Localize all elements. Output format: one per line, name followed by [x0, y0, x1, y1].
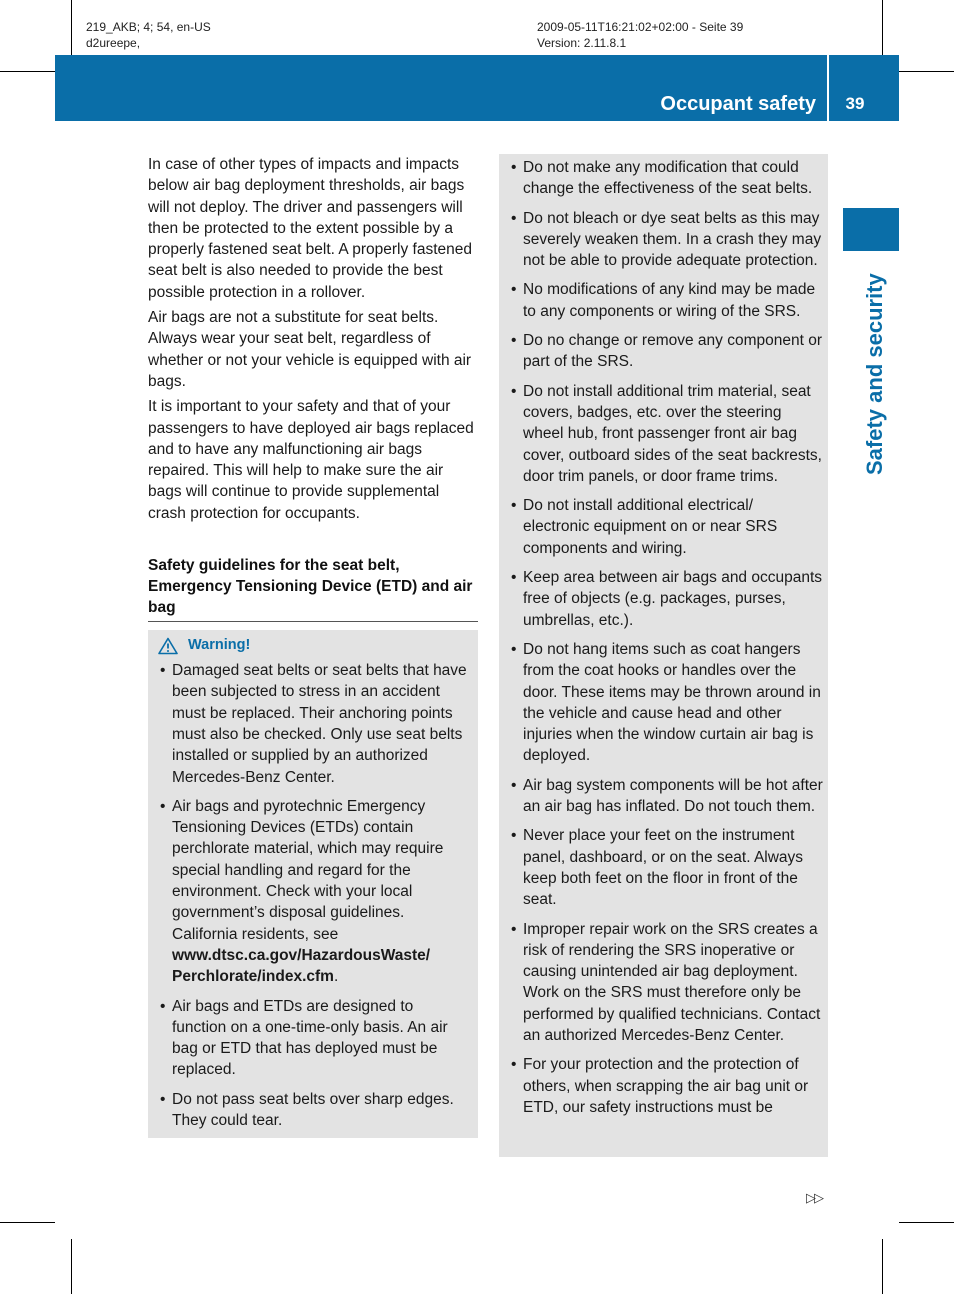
warning-label: Warning!: [188, 637, 251, 654]
list-item: • Air bag system components will be hot after an air bag has inflated. Do not touch them.: [509, 775, 823, 818]
side-section-title: Safety and security: [862, 273, 887, 475]
list-item: • Do not install additional trim material, seat covers, badges, etc. over the steering wheel hub, front passenger front air bag cover, outboard sides of the seat backrests, door trim panels, or door frame trims.: [509, 381, 823, 487]
page-title: Occupant safety: [660, 93, 816, 115]
warning-item: [158, 796, 470, 988]
warning-box: [148, 630, 478, 1138]
crop-mark: [899, 71, 954, 72]
list-item: • For your protection and the protection of others, when scrapping the air bag unit or ETD, our safety instructions must be: [509, 1054, 823, 1118]
warning-item: • Damaged seat belts or seat belts that have been subjected to stress in an accident must be replaced. Their anchoring points must also be checked. Only use seat belts installed or supplied by an authorized Mercedes-Benz Center.: [158, 660, 470, 788]
print-meta-right-line2: Version: 2.11.8.1: [537, 36, 627, 50]
section-heading: Safety guidelines for the seat belt, Emergency Tensioning Device (ETD) and air bag: [148, 555, 478, 622]
crop-mark: [882, 1239, 883, 1294]
warning-item-text: Air bags and pyrotechnic Emergency Tensioning Devices (ETDs) contain perchlorate material, which may require special handling and regard for the environment. Check with your local government’s disposal guidelines. California residents, see: [172, 797, 444, 943]
print-meta-right-line1: 2009-05-11T16:21:02+02:00 - Seite 39: [537, 20, 744, 34]
crop-mark: [71, 1239, 72, 1294]
print-meta-left-line2: d2ureepe,: [86, 36, 141, 50]
page-number: 39: [845, 94, 865, 113]
print-meta-left-line1: 219_AKB; 4; 54, en-US: [86, 20, 211, 34]
left-column: [148, 154, 478, 1138]
link-suffix: .: [333, 968, 339, 986]
right-warning-box: [499, 154, 828, 1157]
crop-mark: [71, 0, 72, 55]
list-item: • Never place your feet on the instrument panel, dashboard, or on the seat. Always keep both feet on the floor in front of the seat.: [509, 825, 823, 910]
right-list: [509, 157, 823, 1118]
warning-item: • Do not pass seat belts over sharp edges. They could tear.: [158, 1089, 470, 1132]
list-item: • Do not hang items such as coat hangers from the coat hooks or handles over the door. These items may be thrown around in the vehicle and cause head and other injuries when the window curtain air bag is deployed.: [509, 639, 823, 767]
side-tab: [843, 208, 899, 251]
crop-mark: [882, 0, 883, 55]
warning-triangle-icon: [158, 637, 178, 655]
crop-mark: [899, 1222, 954, 1223]
warning-list: [158, 660, 470, 1131]
list-item: • No modifications of any kind may be made to any components or wiring of the SRS.: [509, 279, 823, 322]
list-item: • Do not make any modification that could change the effectiveness of the seat belts.: [509, 157, 823, 200]
warning-item: • Air bags and ETDs are designed to function on a one-time-only basis. An air bag or ETD that has deployed must be replaced.: [158, 996, 470, 1081]
list-item: • Keep area between air bags and occupants free of objects (e.g. packages, purses, umbrellas, etc.).: [509, 567, 823, 631]
list-item: • Do not install additional electrical/ electronic equipment on or near SRS components and wiring.: [509, 495, 823, 559]
warning-header: [158, 635, 470, 656]
paragraph: It is important to your safety and that of your passengers to have deployed air bags replaced and to have any malfunctioning air bags repaired. This will help to make sure the air bags will continue to provide supplemental crash protection for occupants.: [148, 398, 474, 522]
disposal-link[interactable]: www.dtsc.ca.gov/HazardousWaste/ Perchlorate/index.cfm: [172, 946, 431, 986]
print-meta-left: [86, 19, 211, 51]
continue-arrow-icon: ▷▷: [806, 1190, 822, 1205]
list-item: • Do not bleach or dye seat belts as this may severely weaken them. In a crash they may not be able to provide adequate protection.: [509, 208, 823, 272]
print-meta-right: [537, 19, 743, 51]
crop-mark: [0, 1222, 55, 1223]
list-item: • Improper repair work on the SRS creates a risk of rendering the SRS inoperative or causing unintended air bag deployment. Work on the SRS must therefore only be performed by qualified technicians. Contact an authorized Mercedes-Benz Center.: [509, 919, 823, 1047]
crop-mark: [0, 71, 55, 72]
list-item: • Do no change or remove any component or part of the SRS.: [509, 330, 823, 373]
paragraph: Air bags are not a substitute for seat belts. Always wear your seat belt, regardless of whether or not your vehicle is equipped with air bags.: [148, 309, 472, 390]
paragraph: In case of other types of impacts and impacts below air bag deployment thresholds, air bags will not deploy. The driver and passengers will then be protected to the extent possible by a properly fastened seat belt. A properly fastened seat belt is also needed to provide the best possible protection in a rollover.: [148, 156, 472, 301]
